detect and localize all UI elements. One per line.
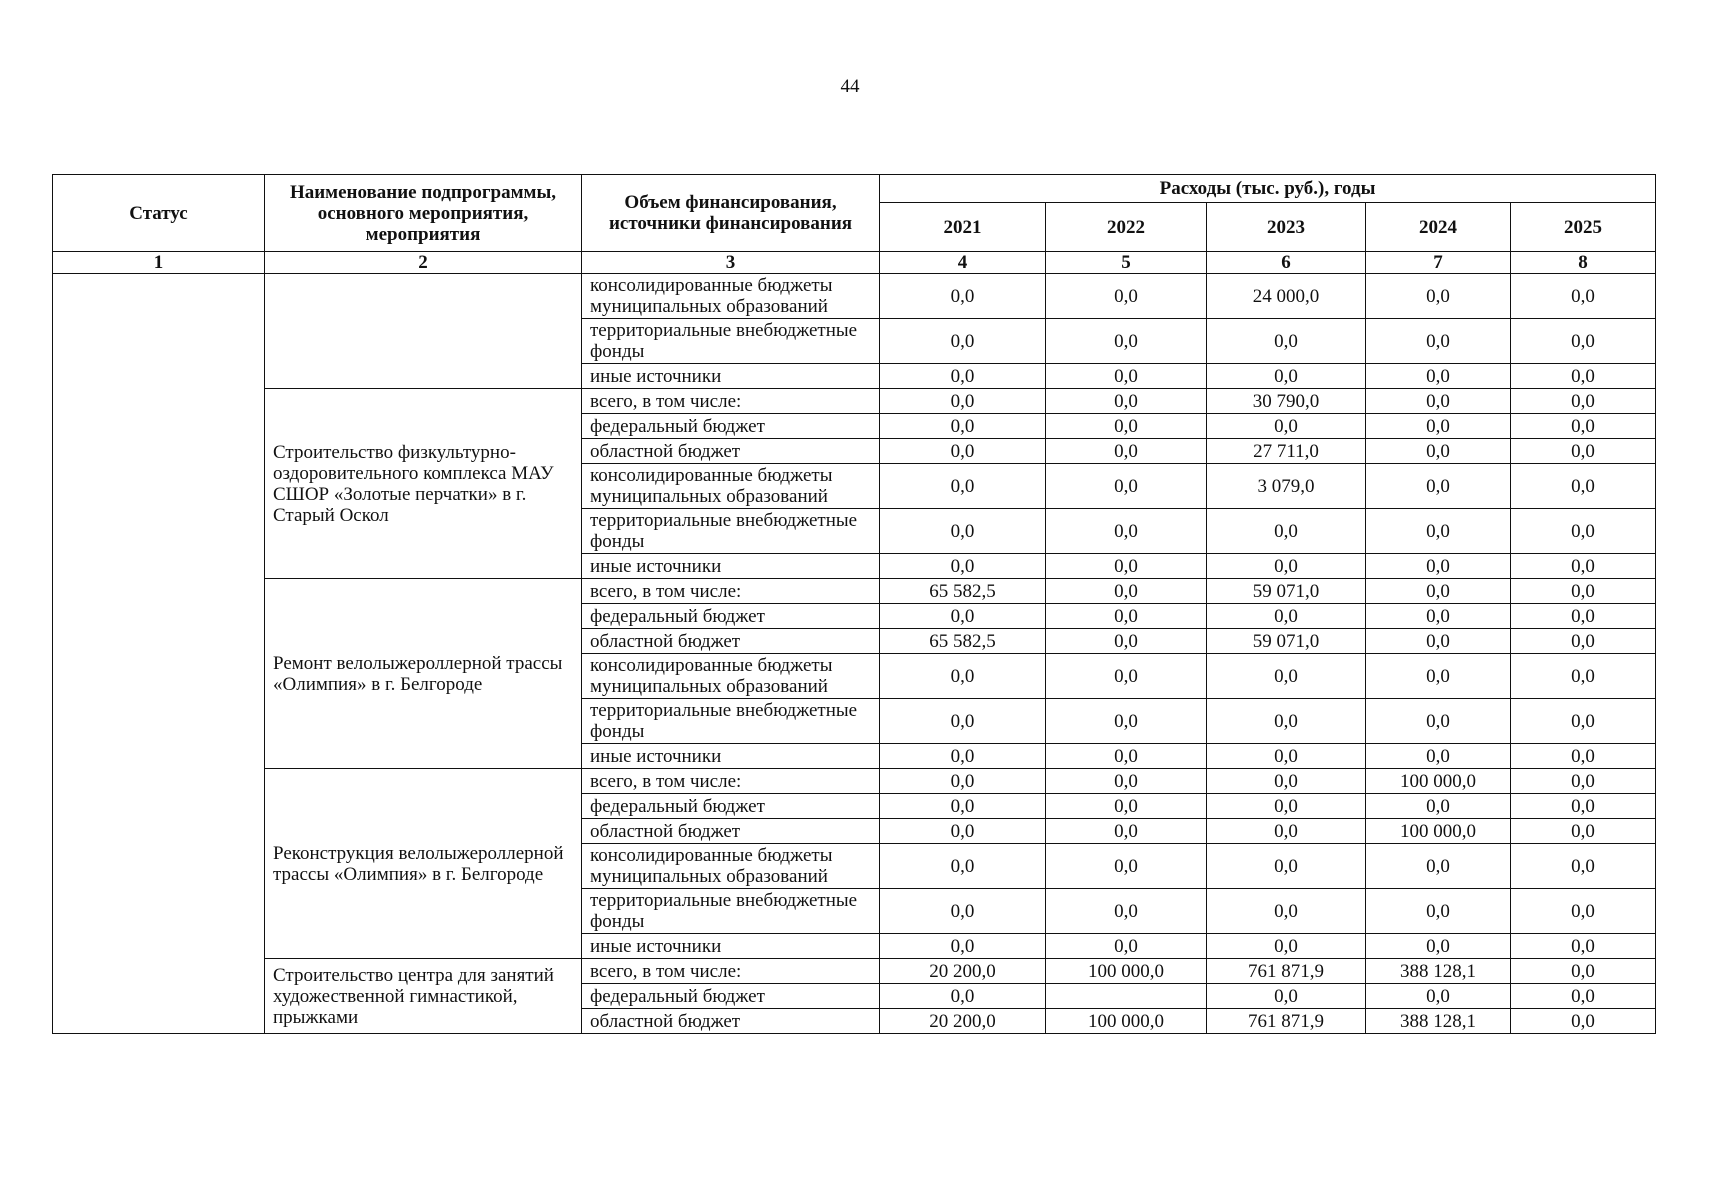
value-2024: 100 000,0: [1366, 769, 1511, 794]
value-2025: 0,0: [1511, 934, 1656, 959]
header-year: 2024: [1366, 203, 1511, 252]
funding-source: иные источники: [582, 554, 880, 579]
value-2025: 0,0: [1511, 844, 1656, 889]
value-2025: 0,0: [1511, 654, 1656, 699]
value-2022: 0,0: [1046, 794, 1207, 819]
funding-source: иные источники: [582, 744, 880, 769]
value-2024: 0,0: [1366, 844, 1511, 889]
value-2025: 0,0: [1511, 769, 1656, 794]
column-number: 3: [582, 252, 880, 274]
value-2022: 0,0: [1046, 934, 1207, 959]
header-year: 2022: [1046, 203, 1207, 252]
value-2022: 0,0: [1046, 819, 1207, 844]
value-2021: 0,0: [880, 889, 1046, 934]
value-2021: 65 582,5: [880, 579, 1046, 604]
value-2025: 0,0: [1511, 794, 1656, 819]
value-2021: 20 200,0: [880, 1009, 1046, 1034]
value-2024: 0,0: [1366, 604, 1511, 629]
value-2021: 0,0: [880, 934, 1046, 959]
value-2025: 0,0: [1511, 414, 1656, 439]
value-2022: 0,0: [1046, 699, 1207, 744]
value-2021: 0,0: [880, 554, 1046, 579]
funding-source: областной бюджет: [582, 819, 880, 844]
value-2024: 0,0: [1366, 414, 1511, 439]
value-2024: 0,0: [1366, 889, 1511, 934]
activity-name: Реконструкция велолыжероллерной трассы «Олимпия» в г. Белгороде: [265, 769, 582, 959]
value-2021: 0,0: [880, 414, 1046, 439]
value-2025: 0,0: [1511, 579, 1656, 604]
value-2025: 0,0: [1511, 959, 1656, 984]
header-year: 2021: [880, 203, 1046, 252]
funding-source: консолидированные бюджеты муниципальных образований: [582, 274, 880, 319]
value-2021: 0,0: [880, 769, 1046, 794]
value-2025: 0,0: [1511, 509, 1656, 554]
value-2024: 388 128,1: [1366, 959, 1511, 984]
value-2024: 0,0: [1366, 984, 1511, 1009]
column-number: 8: [1511, 252, 1656, 274]
header-expenses: Расходы (тыс. руб.), годы: [880, 175, 1656, 203]
value-2025: 0,0: [1511, 604, 1656, 629]
value-2025: 0,0: [1511, 889, 1656, 934]
value-2023: 0,0: [1207, 554, 1366, 579]
value-2022: 0,0: [1046, 414, 1207, 439]
value-2024: 0,0: [1366, 389, 1511, 414]
table-body: [53, 274, 1656, 1034]
column-number: 1: [53, 252, 265, 274]
value-2023: 0,0: [1207, 794, 1366, 819]
value-2023: 27 711,0: [1207, 439, 1366, 464]
value-2024: 100 000,0: [1366, 819, 1511, 844]
value-2024: 0,0: [1366, 464, 1511, 509]
value-2025: 0,0: [1511, 744, 1656, 769]
activity-name: Ремонт велолыжероллерной трассы «Олимпия» в г. Белгороде: [265, 579, 582, 769]
column-number: 6: [1207, 252, 1366, 274]
value-2022: 0,0: [1046, 654, 1207, 699]
value-2024: 0,0: [1366, 934, 1511, 959]
value-2024: 388 128,1: [1366, 1009, 1511, 1034]
funding-source: консолидированные бюджеты муниципальных образований: [582, 844, 880, 889]
value-2022: 0,0: [1046, 319, 1207, 364]
activity-name: [265, 274, 582, 389]
funding-source: областной бюджет: [582, 1009, 880, 1034]
value-2021: 0,0: [880, 984, 1046, 1009]
value-2023: 0,0: [1207, 604, 1366, 629]
value-2023: 59 071,0: [1207, 579, 1366, 604]
value-2022: 0,0: [1046, 464, 1207, 509]
value-2025: 0,0: [1511, 984, 1656, 1009]
value-2022: 0,0: [1046, 554, 1207, 579]
value-2023: 761 871,9: [1207, 1009, 1366, 1034]
table-row: [53, 579, 1656, 604]
value-2024: 0,0: [1366, 274, 1511, 319]
funding-source: областной бюджет: [582, 629, 880, 654]
value-2023: 0,0: [1207, 889, 1366, 934]
value-2024: 0,0: [1366, 439, 1511, 464]
funding-source: иные источники: [582, 364, 880, 389]
funding-source: всего, в том числе:: [582, 769, 880, 794]
activity-name: Строительство физкультурно-оздоровительного комплекса МАУ СШОР «Золотые перчатки» в г. Старый Оскол: [265, 389, 582, 579]
value-2022: 0,0: [1046, 389, 1207, 414]
value-2023: 0,0: [1207, 744, 1366, 769]
value-2024: 0,0: [1366, 509, 1511, 554]
value-2025: 0,0: [1511, 819, 1656, 844]
value-2024: 0,0: [1366, 654, 1511, 699]
value-2022: 0,0: [1046, 769, 1207, 794]
funding-source: территориальные внебюджетные фонды: [582, 509, 880, 554]
value-2021: 0,0: [880, 439, 1046, 464]
funding-source: всего, в том числе:: [582, 389, 880, 414]
value-2025: 0,0: [1511, 364, 1656, 389]
funding-source: всего, в том числе:: [582, 579, 880, 604]
funding-source: территориальные внебюджетные фонды: [582, 319, 880, 364]
value-2021: 0,0: [880, 274, 1046, 319]
value-2022: 0,0: [1046, 889, 1207, 934]
value-2024: 0,0: [1366, 794, 1511, 819]
header-year: 2023: [1207, 203, 1366, 252]
value-2021: 20 200,0: [880, 959, 1046, 984]
value-2021: 0,0: [880, 604, 1046, 629]
value-2023: 761 871,9: [1207, 959, 1366, 984]
value-2022: 0,0: [1046, 744, 1207, 769]
value-2024: 0,0: [1366, 554, 1511, 579]
value-2022: 100 000,0: [1046, 959, 1207, 984]
value-2023: 0,0: [1207, 699, 1366, 744]
value-2021: 0,0: [880, 464, 1046, 509]
funding-source: консолидированные бюджеты муниципальных образований: [582, 654, 880, 699]
financing-table: [52, 174, 1656, 1034]
value-2023: 0,0: [1207, 769, 1366, 794]
header-status: Статус: [53, 175, 265, 252]
funding-source: областной бюджет: [582, 439, 880, 464]
value-2025: 0,0: [1511, 389, 1656, 414]
value-2025: 0,0: [1511, 439, 1656, 464]
value-2023: 0,0: [1207, 819, 1366, 844]
value-2023: 59 071,0: [1207, 629, 1366, 654]
value-2025: 0,0: [1511, 464, 1656, 509]
value-2022: 0,0: [1046, 364, 1207, 389]
value-2024: 0,0: [1366, 744, 1511, 769]
column-number: 5: [1046, 252, 1207, 274]
column-number: 4: [880, 252, 1046, 274]
value-2021: 0,0: [880, 319, 1046, 364]
value-2023: 0,0: [1207, 934, 1366, 959]
value-2021: 0,0: [880, 744, 1046, 769]
value-2025: 0,0: [1511, 554, 1656, 579]
value-2021: 0,0: [880, 794, 1046, 819]
value-2025: 0,0: [1511, 699, 1656, 744]
value-2024: 0,0: [1366, 364, 1511, 389]
value-2022: 0,0: [1046, 579, 1207, 604]
header-year: 2025: [1511, 203, 1656, 252]
funding-source: территориальные внебюджетные фонды: [582, 699, 880, 744]
table-row: [53, 274, 1656, 319]
funding-source: федеральный бюджет: [582, 794, 880, 819]
value-2024: 0,0: [1366, 579, 1511, 604]
header-volume: Объем финансирования, источники финансирования: [582, 175, 880, 252]
value-2023: 30 790,0: [1207, 389, 1366, 414]
value-2022: [1046, 984, 1207, 1009]
value-2021: 0,0: [880, 699, 1046, 744]
value-2022: 0,0: [1046, 629, 1207, 654]
value-2023: 3 079,0: [1207, 464, 1366, 509]
value-2023: 0,0: [1207, 509, 1366, 554]
value-2023: 0,0: [1207, 844, 1366, 889]
column-number: 2: [265, 252, 582, 274]
column-number: 7: [1366, 252, 1511, 274]
value-2023: 0,0: [1207, 654, 1366, 699]
value-2023: 0,0: [1207, 364, 1366, 389]
funding-source: территориальные внебюджетные фонды: [582, 889, 880, 934]
value-2025: 0,0: [1511, 1009, 1656, 1034]
table-row: [53, 959, 1656, 984]
value-2021: 0,0: [880, 844, 1046, 889]
funding-source: федеральный бюджет: [582, 984, 880, 1009]
value-2024: 0,0: [1366, 699, 1511, 744]
funding-source: федеральный бюджет: [582, 414, 880, 439]
value-2025: 0,0: [1511, 319, 1656, 364]
value-2022: 0,0: [1046, 509, 1207, 554]
header-name: Наименование подпрограммы, основного мероприятия, мероприятия: [265, 175, 582, 252]
table-row: [53, 769, 1656, 794]
value-2021: 65 582,5: [880, 629, 1046, 654]
table-header: [53, 175, 1656, 274]
value-2023: 0,0: [1207, 984, 1366, 1009]
funding-source: всего, в том числе:: [582, 959, 880, 984]
value-2022: 0,0: [1046, 844, 1207, 889]
value-2022: 0,0: [1046, 274, 1207, 319]
column-number-row: [53, 252, 1656, 274]
value-2023: 24 000,0: [1207, 274, 1366, 319]
funding-source: консолидированные бюджеты муниципальных образований: [582, 464, 880, 509]
funding-source: федеральный бюджет: [582, 604, 880, 629]
table-row: [53, 389, 1656, 414]
value-2021: 0,0: [880, 389, 1046, 414]
page-number: 44: [840, 76, 860, 97]
value-2024: 0,0: [1366, 629, 1511, 654]
status-cell: [53, 274, 265, 1034]
value-2023: 0,0: [1207, 319, 1366, 364]
value-2021: 0,0: [880, 654, 1046, 699]
value-2021: 0,0: [880, 819, 1046, 844]
value-2021: 0,0: [880, 509, 1046, 554]
value-2024: 0,0: [1366, 319, 1511, 364]
funding-source: иные источники: [582, 934, 880, 959]
activity-name: Строительство центра для занятий художественной гимнастикой, прыжками: [265, 959, 582, 1034]
value-2025: 0,0: [1511, 274, 1656, 319]
value-2023: 0,0: [1207, 414, 1366, 439]
value-2021: 0,0: [880, 364, 1046, 389]
value-2022: 0,0: [1046, 439, 1207, 464]
value-2022: 100 000,0: [1046, 1009, 1207, 1034]
value-2022: 0,0: [1046, 604, 1207, 629]
value-2025: 0,0: [1511, 629, 1656, 654]
